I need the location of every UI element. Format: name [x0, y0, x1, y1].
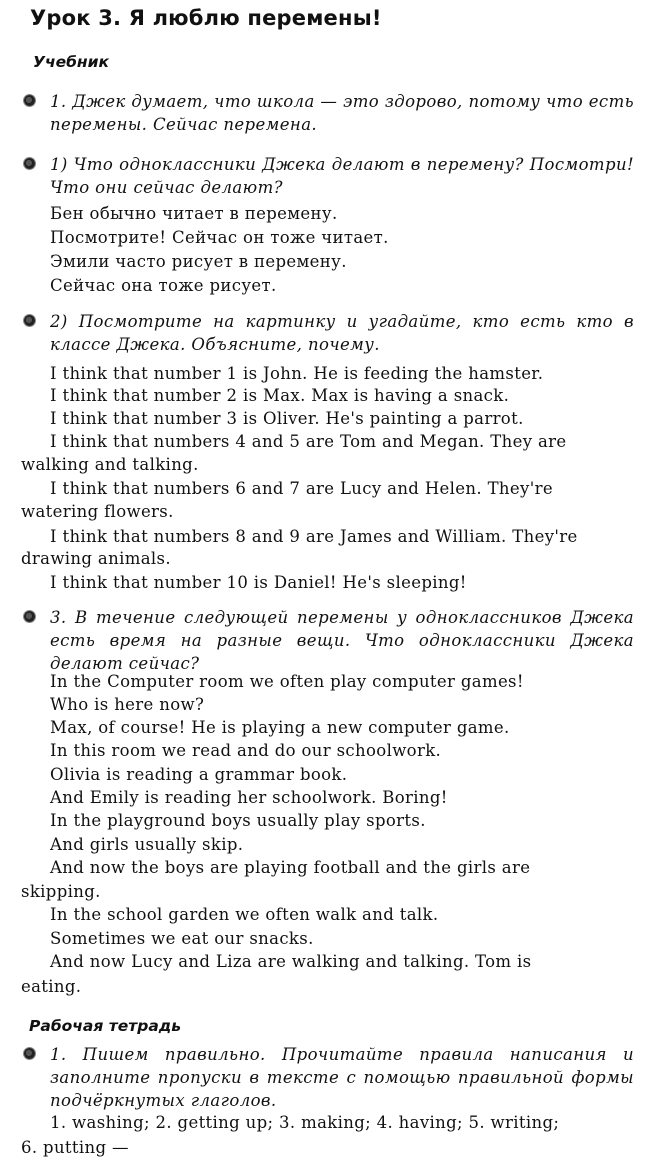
answer-line: And now the boys are playing football and the girls are [50, 858, 531, 877]
answer-line: I think that number 1 is John. He is feeding the hamster. [50, 364, 544, 383]
section-heading-textbook: Учебник [33, 53, 110, 71]
task-3-text: 2) Посмотрите на картинку и угадайте, кто есть кто в классе Джека. Объясните, почему. [50, 312, 634, 354]
answer-line: Бен обычно читает в перемену. [50, 204, 338, 223]
answer-line: walking and talking. [21, 455, 199, 474]
answer-line: Эмили часто рисует в перемену. [50, 252, 347, 271]
answer-line: Посмотрите! Сейчас он тоже читает. [50, 228, 389, 247]
answer-line: I think that numbers 8 and 9 are James and William. They're [50, 527, 578, 546]
answer-line: watering flowers. [21, 502, 174, 521]
answer-line: 1. washing; 2. getting up; 3. making; 4. having; 5. writing; [50, 1113, 560, 1132]
task-1 [24, 90, 634, 136]
answer-line: I think that number 10 is Daniel! He's sleeping! [50, 573, 467, 592]
bullet-icon [24, 611, 35, 622]
answer-line: I think that number 3 is Oliver. He's painting a parrot. [50, 409, 524, 428]
answer-line: I think that numbers 4 and 5 are Tom and Megan. They are [50, 432, 567, 451]
task-2-text: 1) Что одноклассники Джека делают в перемену? Посмотри! Что они сейчас делают? [50, 155, 634, 197]
task-4-text: 3. В течение следующей перемены у одноклассников Джека есть время на разные вещи. Что одноклассники Джека делают сейчас? [50, 608, 634, 673]
answer-line: Max, of course! He is playing a new computer game. [50, 718, 510, 737]
task-1-text: 1. Джек думает, что школа — это здорово, потому что есть перемены. Сейчас перемена. [50, 92, 634, 134]
page-title: Урок 3. Я люблю перемены! [30, 6, 382, 30]
answer-line: 6. putting — [21, 1138, 129, 1157]
answer-line: eating. [21, 977, 82, 996]
answer-line: In the playground boys usually play sports. [50, 811, 426, 830]
task-4 [24, 606, 634, 675]
bullet-icon [24, 315, 35, 326]
answer-line: I think that numbers 6 and 7 are Lucy and Helen. They're [50, 479, 553, 498]
bullet-icon [24, 158, 35, 169]
answer-line: skipping. [21, 882, 101, 901]
task-5-text: 1. Пишем правильно. Прочитайте правила написания и заполните пропуски в тексте с помощью правильной формы подчёркнутых глаголов. [50, 1045, 634, 1110]
answer-line: In this room we read and do our schoolwork. [50, 741, 442, 760]
answer-line: I think that number 2 is Max. Max is having a snack. [50, 386, 510, 405]
answer-line: In the school garden we often walk and talk. [50, 905, 439, 924]
task-2 [24, 153, 634, 199]
answer-line: Sometimes we eat our snacks. [50, 929, 314, 948]
answer-line: Who is here now? [50, 695, 205, 714]
answer-line: In the Computer room we often play computer games! [50, 672, 524, 691]
answer-line: And girls usually skip. [50, 835, 244, 854]
section-heading-workbook: Рабочая тетрадь [29, 1017, 182, 1035]
answer-line: drawing animals. [21, 549, 171, 568]
answer-line: Olivia is reading a grammar book. [50, 765, 348, 784]
answer-line: And Emily is reading her schoolwork. Boring! [50, 788, 448, 807]
task-3 [24, 310, 634, 356]
answer-line: And now Lucy and Liza are walking and talking. Tom is [50, 952, 532, 971]
bullet-icon [24, 95, 35, 106]
task-5 [24, 1043, 634, 1112]
answer-line: Сейчас она тоже рисует. [50, 276, 277, 295]
bullet-icon [24, 1048, 35, 1059]
